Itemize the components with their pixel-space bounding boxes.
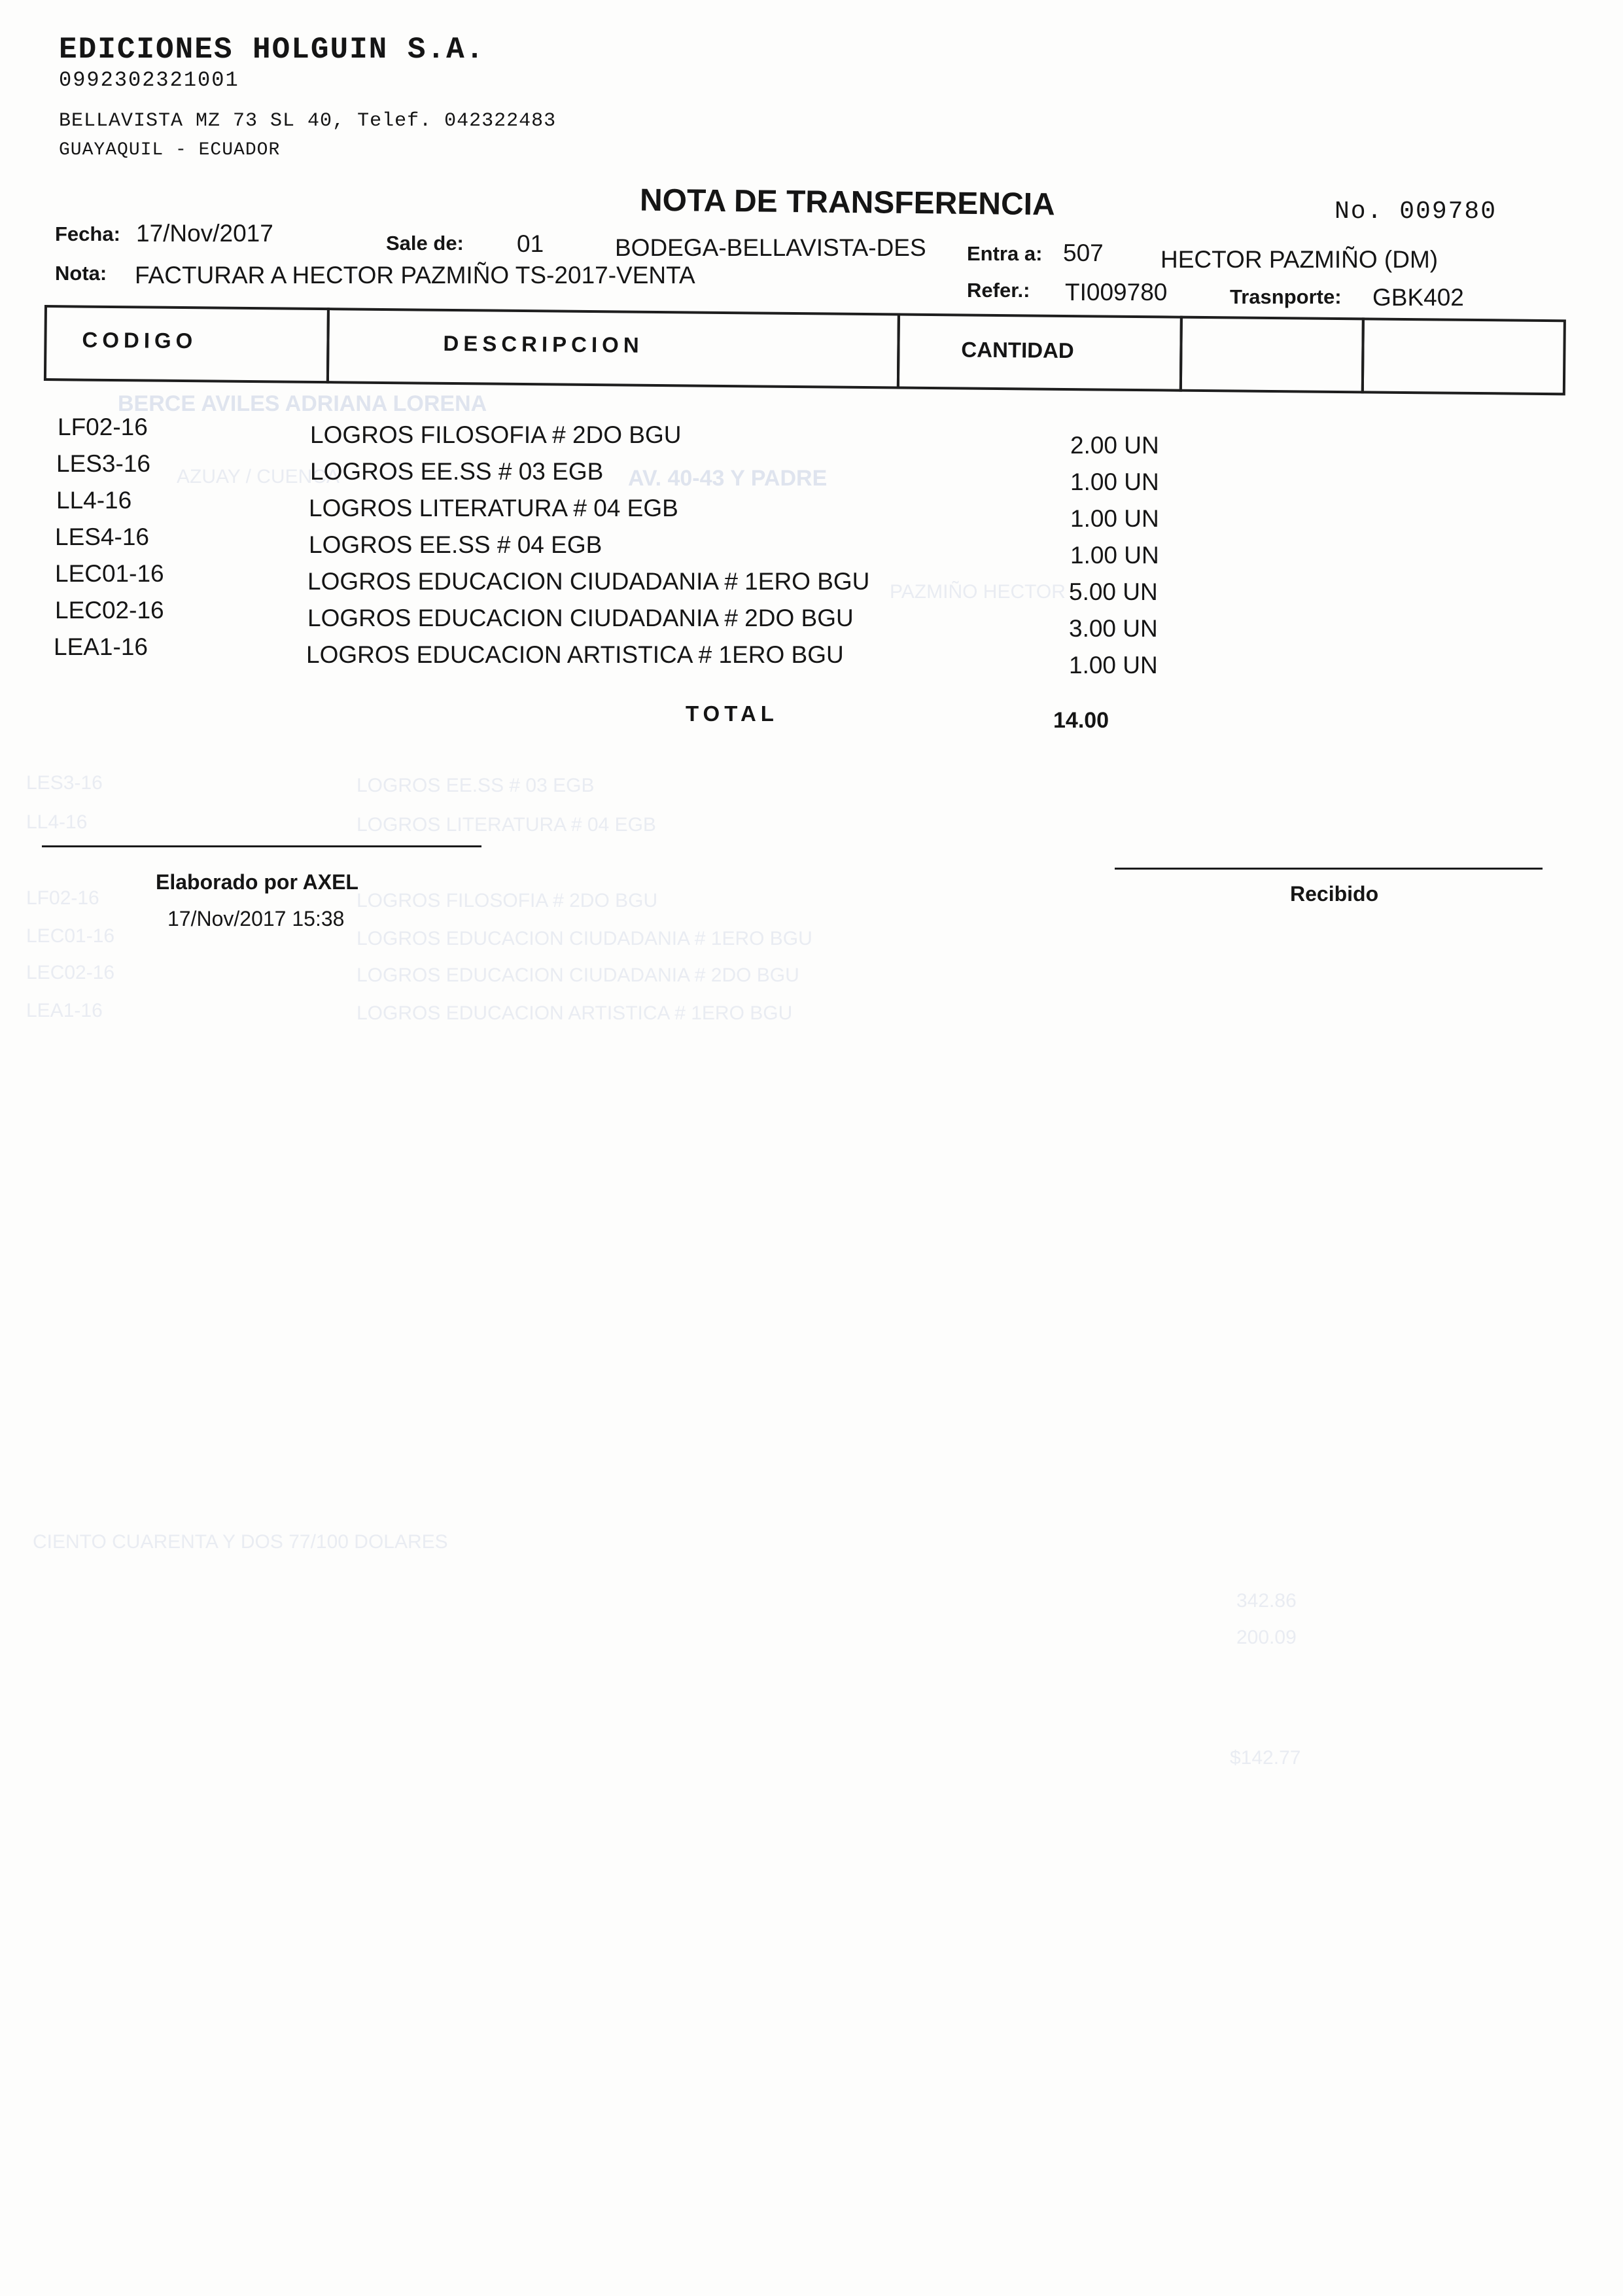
refer-label: Refer.: [967,279,1030,302]
recibido-signature-line [1115,868,1543,870]
row-quantity: 5.00 UN [1069,578,1158,605]
elaborado-por: Elaborado por AXEL [156,870,358,894]
entra-a-name: HECTOR PAZMIÑO (DM) [1161,246,1439,273]
row-quantity: 3.00 UN [1069,615,1158,642]
fecha-label: Fecha: [55,222,120,245]
row-description: LOGROS EE.SS # 04 EGB [309,531,602,558]
company-city: GUAYAQUIL - ECUADOR [59,140,281,160]
document-number: No. 009780 [1335,198,1497,226]
row-description: LOGROS FILOSOFIA # 2DO BGU [310,421,682,448]
total-label: TOTAL [686,701,778,726]
transporte-value: GBK402 [1372,284,1464,311]
row-code: LL4-16 [56,487,132,514]
row-description: LOGROS EDUCACION CIUDADANIA # 2DO BGU [307,605,854,631]
row-quantity: 1.00 UN [1070,505,1159,532]
row-quantity: 1.00 UN [1070,542,1159,569]
table-header [44,305,1566,395]
transporte-label: Trasnporte: [1230,285,1342,308]
row-quantity: 2.00 UN [1070,432,1159,459]
elaborado-signature-line [42,845,481,847]
row-code: LEA1-16 [54,633,148,660]
row-code: LES4-16 [55,523,149,550]
row-code: LF02-16 [58,414,148,440]
row-code: LES3-16 [56,450,150,477]
recibido-label: Recibido [1290,882,1379,906]
row-code: LEC01-16 [55,560,164,587]
nota-value: FACTURAR A HECTOR PAZMIÑO TS-2017-VENTA [135,262,695,289]
company-name: EDICIONES HOLGUIN S.A. [59,33,485,67]
row-quantity: 1.00 UN [1069,652,1158,679]
blank-header-cell-1 [1179,316,1365,394]
blank-header-cell-2 [1361,317,1566,395]
refer-value: TI009780 [1065,279,1168,306]
row-description: LOGROS LITERATURA # 04 EGB [309,495,678,521]
row-code: LEC02-16 [55,597,164,624]
row-description: LOGROS EDUCACION ARTISTICA # 1ERO BGU [306,641,844,668]
row-description: LOGROS EE.SS # 03 EGB [310,458,604,485]
row-description: LOGROS EDUCACION CIUDADANIA # 1ERO BGU [307,568,870,595]
fecha-value: 17/Nov/2017 [136,220,273,247]
total-value: 14.00 [1053,708,1109,733]
codigo-header: CODIGO [82,327,198,353]
nota-label: Nota: [55,262,107,285]
company-address: BELLAVISTA MZ 73 SL 40, Telef. 042322483 [59,110,557,132]
document-title: NOTA DE TRANSFERENCIA [639,183,1055,222]
sale-de-label: Sale de: [386,232,464,255]
sale-de-code: 01 [517,230,544,257]
company-ruc: 0992302321001 [59,68,239,92]
sale-de-name: BODEGA-BELLAVISTA-DES [615,234,926,261]
entra-a-code: 507 [1063,239,1104,266]
row-quantity: 1.00 UN [1070,468,1159,495]
descripcion-header: DESCRIPCION [443,330,644,357]
cantidad-header: CANTIDAD [961,337,1074,363]
entra-a-label: Entra a: [967,242,1043,265]
elaborado-date: 17/Nov/2017 15:38 [167,907,345,930]
